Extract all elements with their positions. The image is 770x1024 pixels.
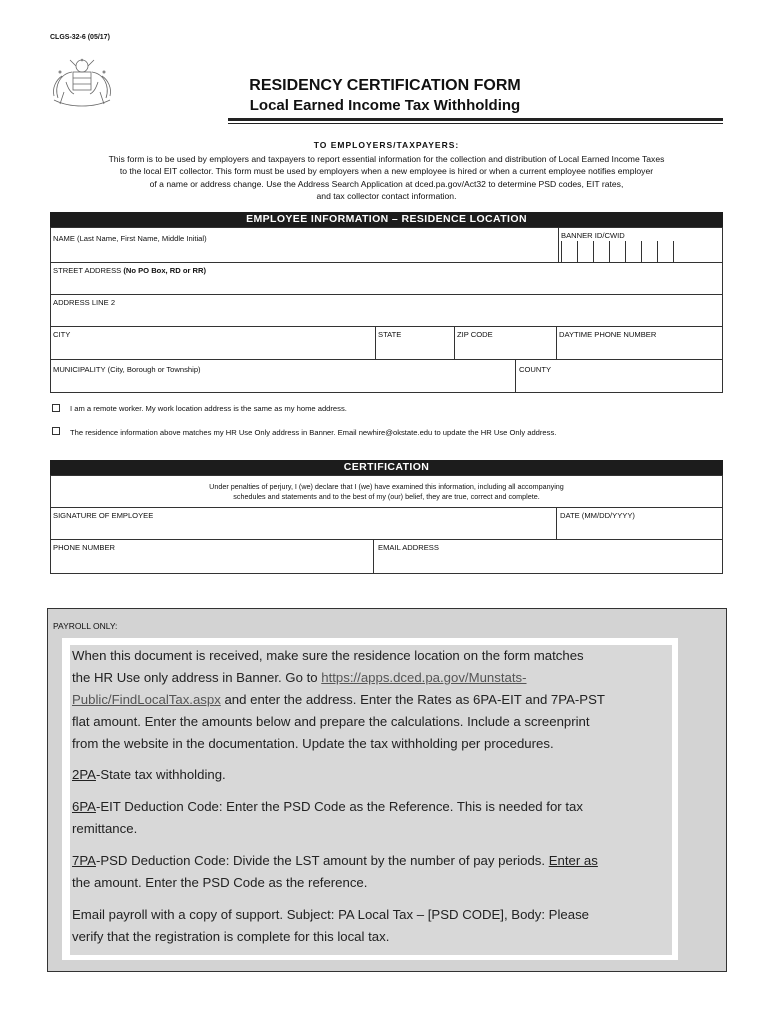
form-code: CLGS-32-6 (05/17): [50, 34, 110, 41]
payroll-text: -PSD Deduction Code: Divide the LST amount by the number of pay periods.: [95, 853, 549, 868]
payroll-text: Enter as: [548, 853, 598, 868]
code-6pa: 6PA: [72, 799, 96, 814]
payroll-text: and enter the address. Enter the Rates as 6PA-EIT and 7PA-PST: [220, 692, 605, 707]
address2-label: ADDRESS LINE 2: [53, 298, 116, 307]
intro-line: and tax collector contact information.: [316, 191, 457, 202]
code-7pa: 7PA: [72, 853, 96, 868]
certification-box: [50, 475, 723, 574]
certification-line: Under penalties of perjury, I (we) declare that I (we) have examined this information, including all accompanying: [209, 482, 564, 491]
name-field[interactable]: [51, 238, 556, 260]
zip-field[interactable]: [455, 340, 555, 359]
intro-line: This form is to be used by employers and taxpayers to report essential information for the collection and distribution of Local Earned Income Taxes: [108, 154, 665, 164]
payroll-text: the HR Use only address in Banner. Go to: [72, 670, 322, 685]
county-label: COUNTY: [519, 365, 552, 374]
state-label: STATE: [378, 330, 402, 339]
city-field[interactable]: [51, 340, 374, 359]
payroll-line: [72, 796, 692, 818]
cert-phone-field[interactable]: [51, 552, 372, 573]
payroll-line: flat amount. Enter the amounts below and prepare the calculations. Include a screenprint: [72, 714, 590, 729]
payroll-line: [72, 667, 692, 689]
email-field[interactable]: [374, 552, 722, 573]
intro-text: [50, 153, 723, 203]
pennsylvania-seal-icon: [46, 52, 118, 108]
payroll-paragraph-1: [72, 645, 692, 755]
remote-worker-text: I am a remote worker. My work location address is the same as my home address.: [70, 404, 347, 413]
findlocaltax-link[interactable]: Public/FindLocalTax.aspx: [72, 692, 221, 707]
date-field[interactable]: [557, 520, 722, 539]
street-note: (No PO Box, RD or RR): [123, 266, 207, 275]
municipality-label: MUNICIPALITY (City, Borough or Township): [53, 365, 201, 374]
city-label: CITY: [53, 330, 71, 339]
signature-label: SIGNATURE OF EMPLOYEE: [53, 511, 154, 520]
address-matches-checkbox[interactable]: [52, 427, 60, 435]
payroll-line: remittance.: [72, 821, 138, 836]
daytime-phone-field[interactable]: [557, 340, 722, 359]
date-label: DATE (MM/DD/YYYY): [560, 511, 635, 520]
payroll-line: Email payroll with a copy of support. Subject: PA Local Tax – [PSD CODE], Body: Please: [72, 907, 590, 922]
county-field[interactable]: [516, 374, 722, 392]
payroll-line: the amount. Enter the PSD Code as the reference.: [72, 875, 368, 890]
employee-section-heading: EMPLOYEE INFORMATION – RESIDENCE LOCATION: [50, 212, 723, 227]
street-label-text: STREET ADDRESS: [53, 266, 122, 275]
banner-id-label: BANNER ID/CWID: [561, 231, 625, 240]
certification-text: [51, 482, 722, 502]
payroll-line: When this document is received, make sure the residence location on the form matches: [72, 648, 584, 663]
state-field[interactable]: [376, 340, 453, 359]
municipality-field[interactable]: [51, 374, 514, 392]
payroll-text: -EIT Deduction Code: Enter the PSD Code as the Reference. This is needed for tax: [95, 799, 583, 814]
name-label: NAME (Last Name, First Name, Middle Initial): [53, 234, 207, 243]
payroll-line: from the website in the documentation. Update the tax withholding per procedures.: [72, 736, 554, 751]
email-label: EMAIL ADDRESS: [378, 543, 439, 552]
payroll-text: -State tax withholding.: [95, 767, 226, 782]
intro-heading: TO EMPLOYERS/TAXPAYERS:: [313, 140, 460, 150]
title-rule-thin: [228, 123, 723, 124]
remote-worker-checkbox[interactable]: [52, 404, 60, 412]
payroll-line: verify that the registration is complete for this local tax.: [72, 929, 390, 944]
payroll-line: [72, 689, 692, 711]
street-label: [53, 266, 206, 275]
address2-field[interactable]: [51, 308, 722, 326]
intro-line: of a name or address change. Use the Address Search Application at dced.pa.gov/Act32 to determine PSD codes, EIT rates,: [149, 178, 624, 189]
payroll-paragraph-4: [72, 850, 692, 894]
munstats-link[interactable]: https://apps.dced.pa.gov/Munstats-: [321, 670, 527, 685]
certification-heading: CERTIFICATION: [50, 460, 723, 475]
form-subtitle: Local Earned Income Tax Withholding: [249, 97, 521, 114]
phone-label: DAYTIME PHONE NUMBER: [559, 330, 657, 339]
banner-id-field[interactable]: [561, 241, 673, 262]
employee-info-box: [50, 227, 723, 393]
intro-line: to the local EIT collector. This form must be used by employers when a new employee is hired or when a current employee notifies employer: [119, 166, 654, 177]
street-field[interactable]: [51, 276, 722, 294]
cert-phone-label: PHONE NUMBER: [53, 543, 116, 552]
payroll-paragraph-3: [72, 796, 692, 840]
payroll-paragraph-2: [72, 764, 692, 786]
code-2pa: 2PA: [72, 767, 96, 782]
payroll-paragraph-5: [72, 904, 692, 948]
signature-field[interactable]: [51, 520, 555, 539]
certification-line: schedules and statements and to the best of my (our) belief, they are true, correct and complete.: [233, 492, 540, 501]
title-rule-thick: [228, 118, 723, 121]
form-title: RESIDENCY CERTIFICATION FORM: [249, 77, 521, 94]
payroll-line: [72, 850, 692, 872]
payroll-only-label: PAYROLL ONLY:: [53, 621, 118, 631]
address-matches-text: The residence information above matches my HR Use Only address in Banner. Email newhire@okstate.edu to update the HR Use Only address.: [70, 428, 557, 437]
zip-label: ZIP CODE: [457, 330, 493, 339]
